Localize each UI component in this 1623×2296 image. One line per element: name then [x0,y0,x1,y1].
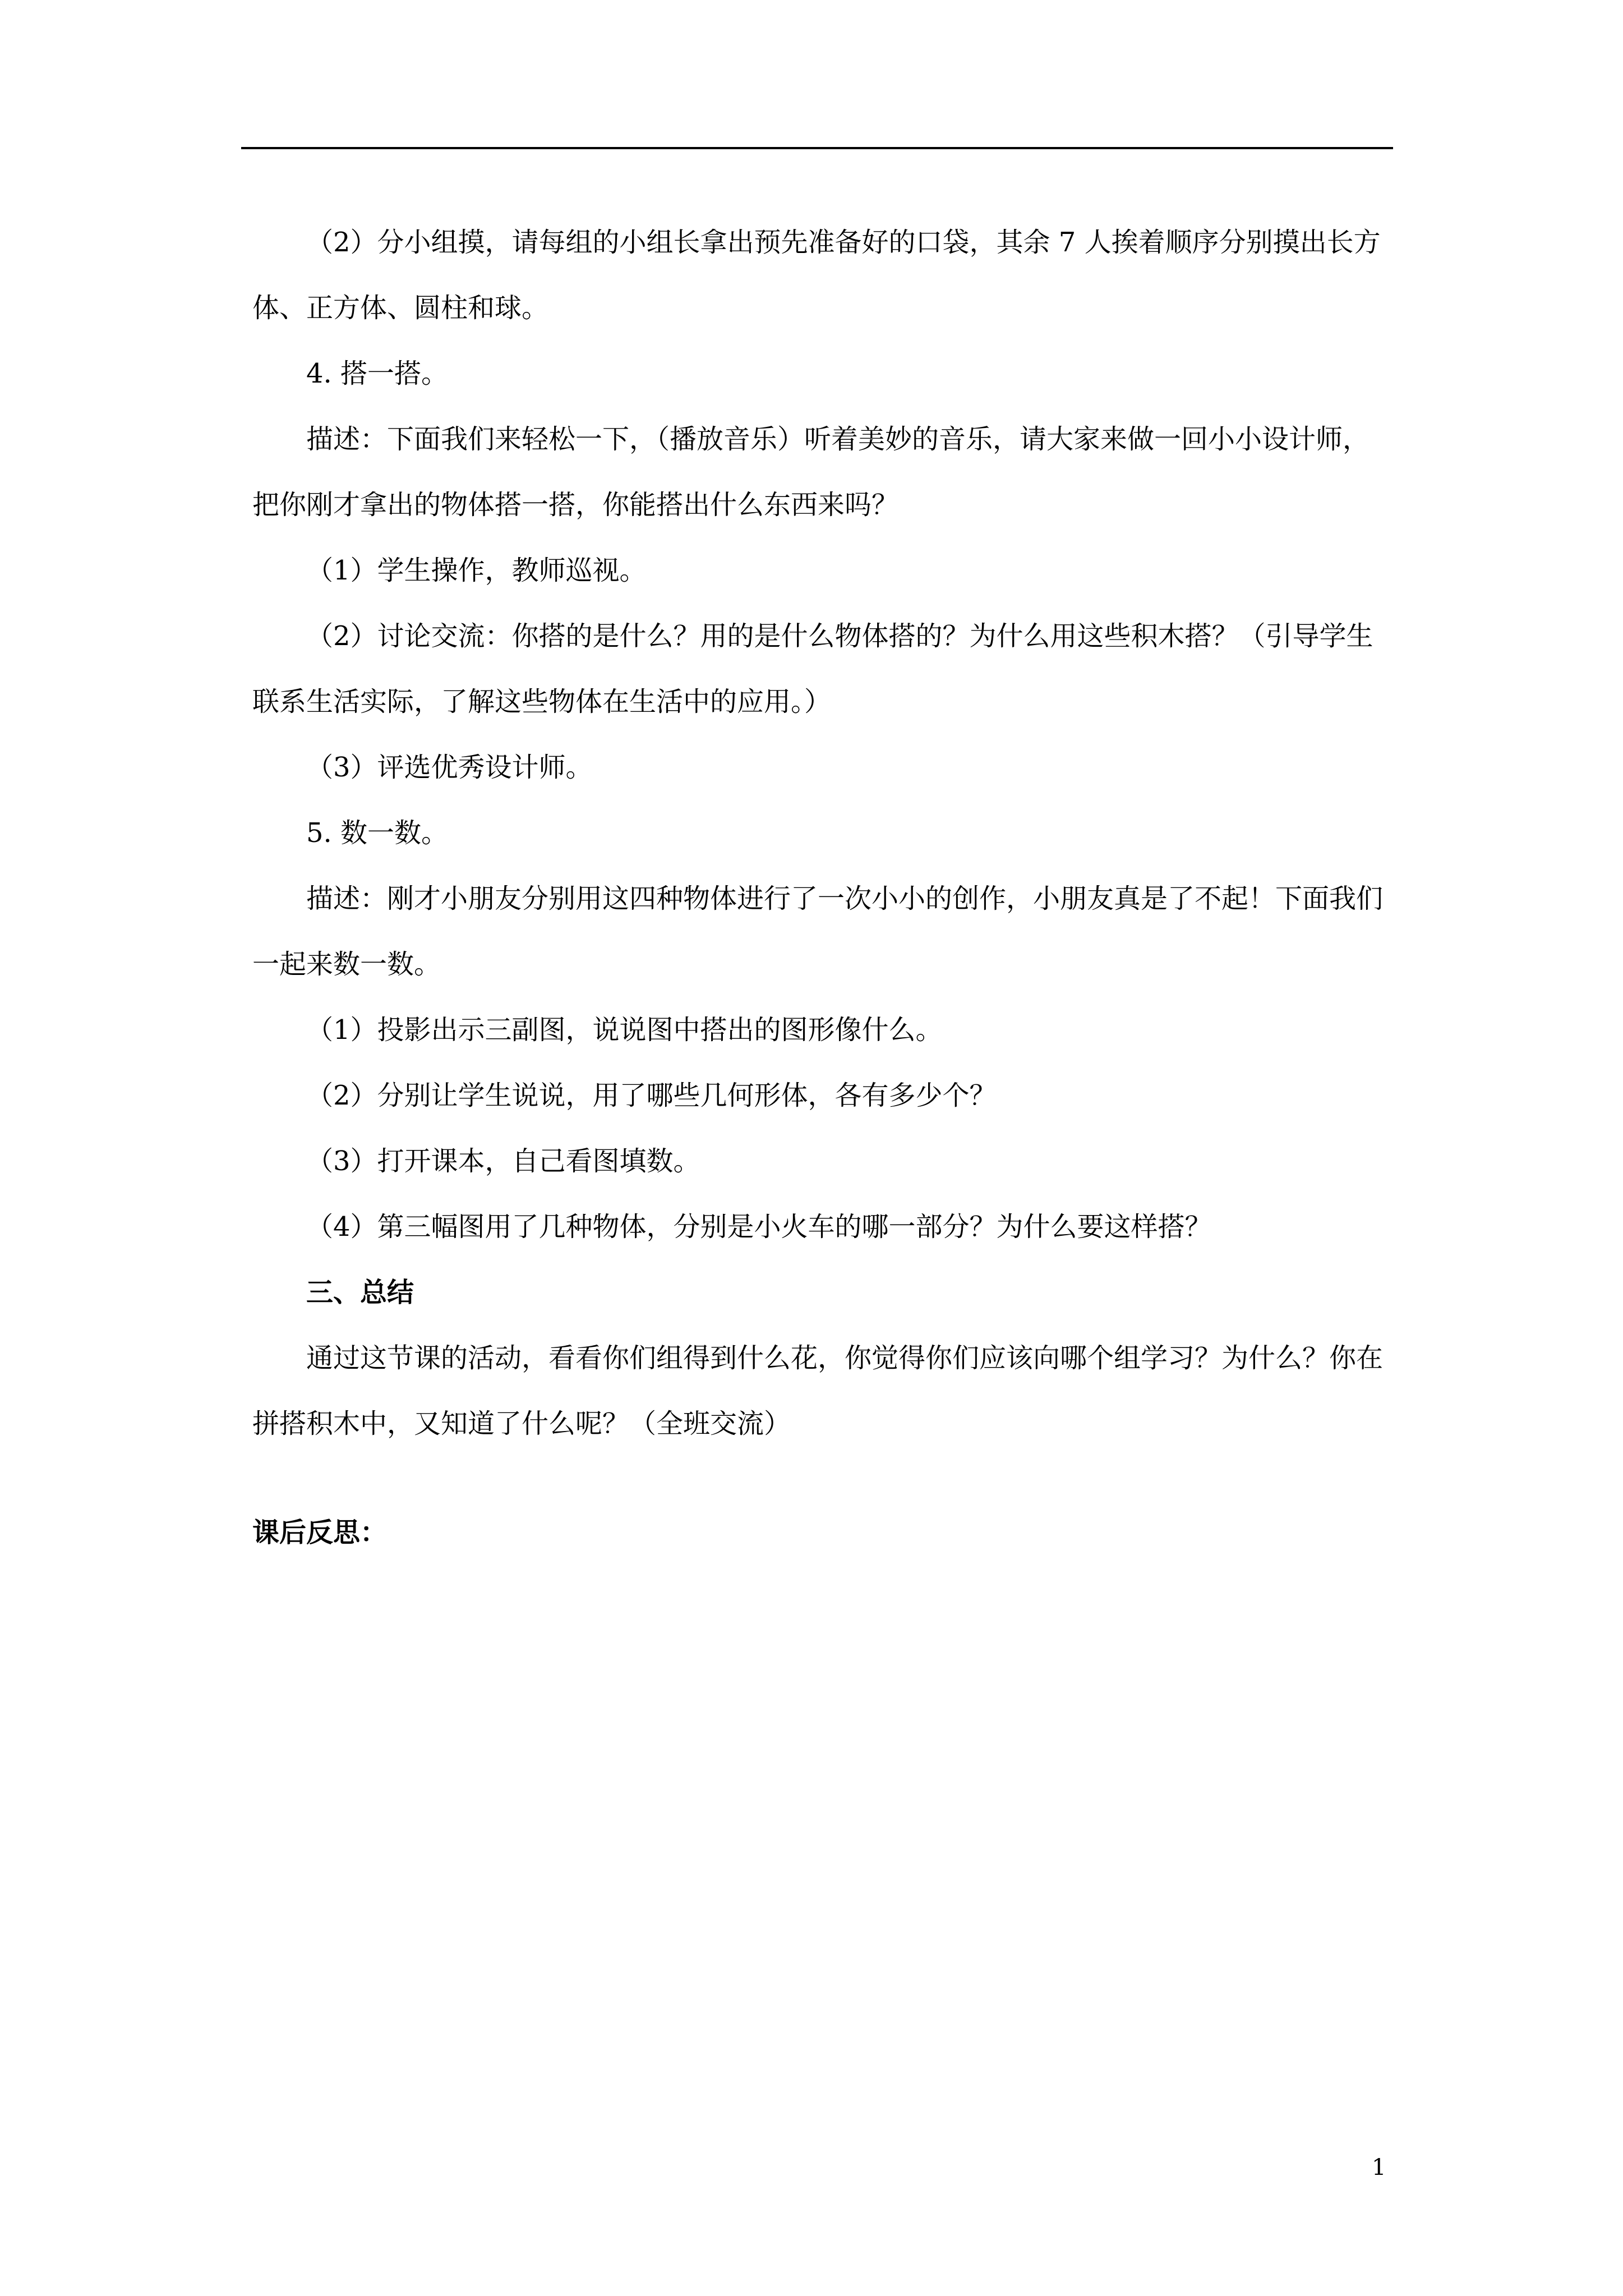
header-rule [241,147,1393,149]
section-heading: 4. 搭一搭。 [306,358,449,389]
paragraph: （2）分别让学生说说，用了哪些几何形体，各有多少个？ [306,1080,997,1111]
reflection-label: 课后反思： [252,1517,388,1548]
paragraph: 描述：下面我们来轻松一下，（播放音乐）听着美妙的音乐，请大家来做一回小小设计师，把你刚才拿出的物体搭一搭，你能搭出什么东西来吗？ [252,424,1370,521]
paragraph: （2）讨论交流：你搭的是什么？用的是什么物体搭的？为什么用这些积木搭？（引导学生联系生活实际，了解这些物体在生活中的应用。） [252,620,1373,717]
summary-heading: 三、总结 [306,1277,414,1308]
paragraph: （4）第三幅图用了几种物体，分别是小火车的哪一部分？为什么要这样搭？ [306,1211,1212,1243]
page-number: 1 [1372,2155,1386,2180]
paragraph: （3）评选优秀设计师。 [306,752,593,783]
paragraph: （1）投影出示三副图，说说图中搭出的图形像什么。 [306,1014,943,1046]
document-body [252,210,1391,1457]
paragraph: （1）学生操作，教师巡视。 [306,555,647,586]
paragraph: （3）打开课本，自己看图填数。 [306,1145,700,1177]
paragraph: 描述：刚才小朋友分别用这四种物体进行了一次小小的创作，小朋友真是了不起！下面我们一起来数一数。 [252,883,1384,980]
section-heading: 5. 数一数。 [306,817,449,849]
paragraph: （2）分小组摸，请每组的小组长拿出预先准备好的口袋，其余 7 人挨着顺序分别摸出长方体、正方体、圆柱和球。 [252,227,1381,324]
paragraph: 通过这节课的活动，看看你们组得到什么花，你觉得你们应该向哪个组学习？为什么？你在拼搭积木中，又知道了什么呢？（全班交流） [252,1342,1384,1439]
